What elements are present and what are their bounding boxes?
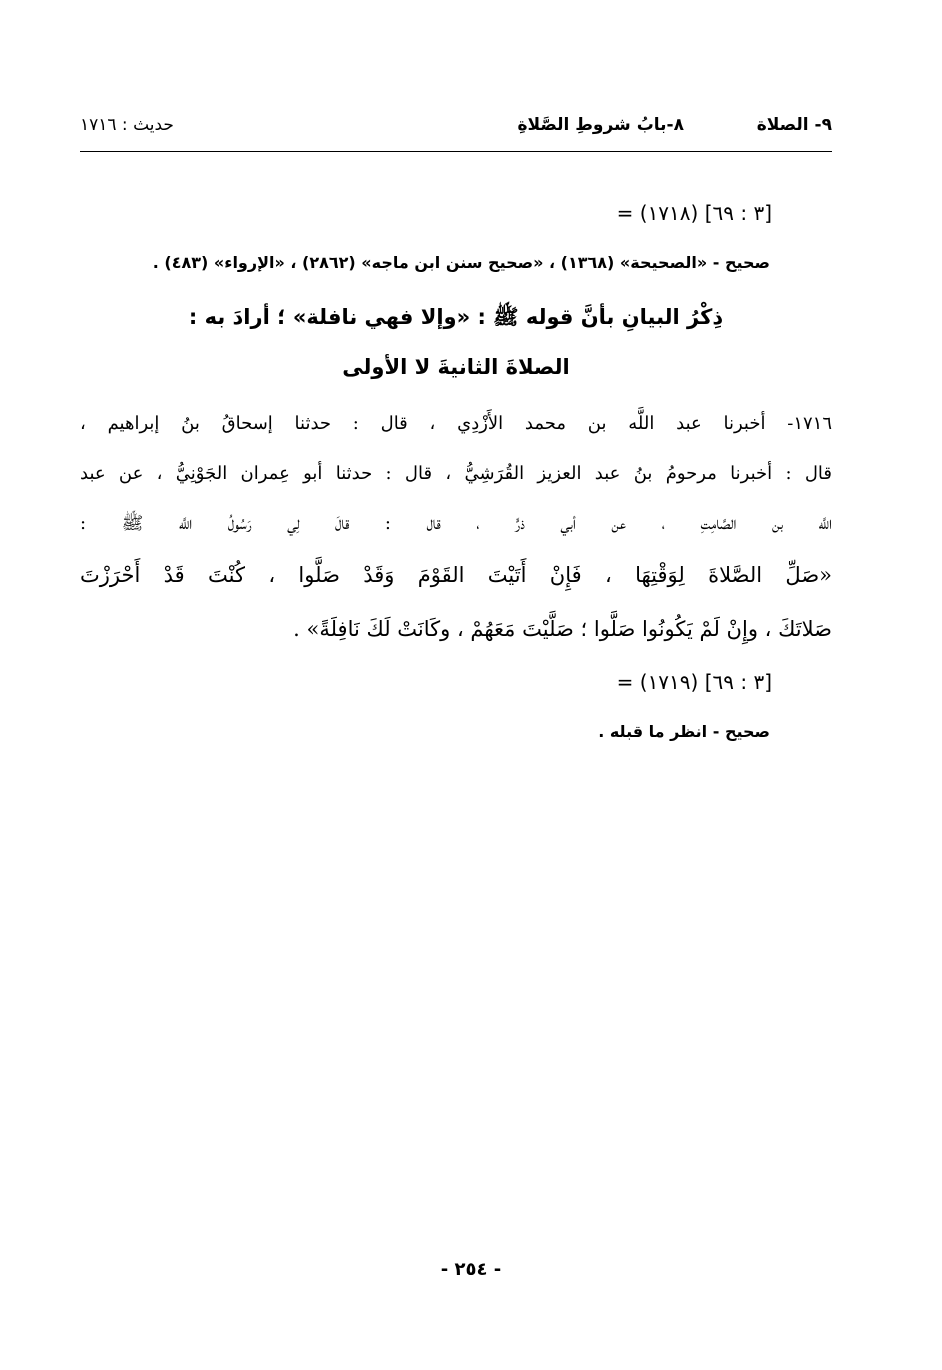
- grading-note-2: صحيح - انظر ما قبله .: [598, 722, 770, 741]
- header-hadith-number: حديث : ١٧١٦: [80, 115, 174, 135]
- header-divider: [80, 151, 832, 152]
- header-chapter-title: ٨-بابُ شروطِ الصَّلاةِ: [517, 115, 684, 135]
- chapter-heading-line-2: الصلاةَ الثانيةَ لا الأولى: [342, 355, 570, 379]
- page-number: - ٢٥٤ -: [440, 1259, 502, 1280]
- isnad-line-3: اللَّه بن الصَّامِتِ ، عن أبي ذرٍّ ، قال : قالَ لِي رَسُولُ اللَّه ﷺ :: [80, 513, 832, 534]
- chapter-heading-line-1: ذِكْرُ البيانِ بأنَّ قوله ﷺ : «وإلا فهي نافلة» ؛ أرادَ به :: [188, 305, 724, 329]
- running-header: [80, 112, 832, 142]
- hadith-text-line-2: صَلاتَكَ ، وإِنْ لَمْ يَكُونُوا صَلَّوا ؛ صَلَّيْتَ مَعَهُمْ ، وكَانَتْ لَكَ نَافِلَةً» .: [293, 617, 832, 641]
- isnad-line-2: قال : أخبرنا مرحومُ بنُ عبد العزيز القُرَشِيُّ ، قال : حدثنا أبو عِمران الجَوْنِيُّ ، عن عبد: [80, 463, 832, 484]
- cross-reference-2: = (١٧١٩) [٣ : ٦٩]: [616, 670, 772, 694]
- cross-reference-1: = (١٧١٨) [٣ : ٦٩]: [616, 201, 772, 225]
- grading-note-1: صحيح - «الصحيحة» (١٣٦٨) ، «صحيح سنن ابن ماجه» (٢٨٦٢) ، «الإرواء» (٤٨٣) .: [152, 253, 770, 272]
- isnad-line-1: ١٧١٦- أخبرنا عبد اللَّه بن محمد الأَزْدِي ، قال : حدثنا إسحاقُ بنُ إبراهيم ،: [80, 413, 832, 434]
- header-book-title: ٩- الصلاة: [756, 115, 832, 135]
- hadith-text-line-1: «صَلِّ الصَّلاةَ لِوَقْتِهَا ، فَإِنْ أَتَيْتَ القَوْمَ وَقَدْ صَلَّوا ، كُنْتَ قَدْ أَحْرَزْتَ: [80, 563, 832, 587]
